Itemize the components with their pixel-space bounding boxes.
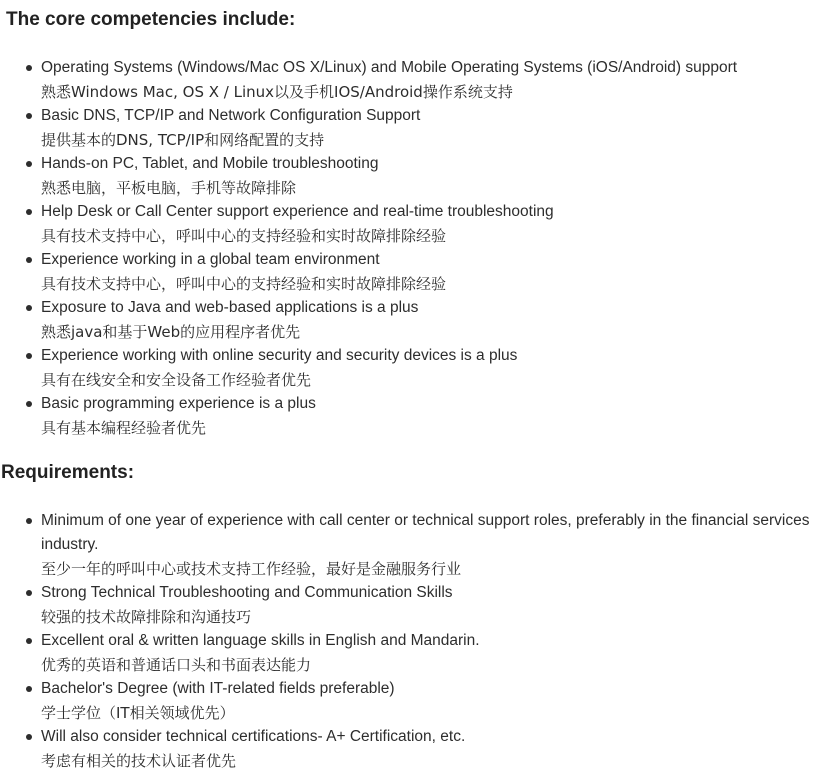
list-item xyxy=(0,581,815,629)
list-item xyxy=(0,200,815,248)
item-english-text: Operating Systems (Windows/Mac OS X/Linux) and Mobile Operating Systems (iOS/Android) support xyxy=(41,59,738,76)
list-item xyxy=(0,104,815,152)
item-chinese-text: 具有技术支持中心，呼叫中心的支持经验和实时故障排除经验 xyxy=(41,275,447,293)
list-item xyxy=(0,344,815,392)
item-chinese-text: 具有基本编程经验者优先 xyxy=(41,419,207,437)
requirements-heading: Requirements: xyxy=(1,462,135,483)
item-chinese-text: 熟悉电脑，平板电脑，手机等故障排除 xyxy=(41,179,297,197)
list-item xyxy=(0,392,815,440)
item-english-text: Minimum of one year of experience with call center or technical support roles, preferably in the financial services industry. xyxy=(41,512,810,553)
item-english-text: Excellent oral & written language skills in English and Mandarin. xyxy=(41,632,480,649)
list-item xyxy=(0,677,815,725)
item-chinese-text: 熟悉Windows Mac, OS X / Linux以及手机IOS/Android操作系统支持 xyxy=(41,83,513,101)
item-chinese-text: 优秀的英语和普通话口头和书面表达能力 xyxy=(41,656,312,674)
list-item xyxy=(0,56,815,104)
list-item xyxy=(0,296,815,344)
item-english-text: Hands-on PC, Tablet, and Mobile troubleshooting xyxy=(41,155,379,172)
item-english-text: Help Desk or Call Center support experience and real-time troubleshooting xyxy=(41,203,554,220)
list-item xyxy=(0,725,815,773)
item-chinese-text: 至少一年的呼叫中心或技术支持工作经验，最好是金融服务行业 xyxy=(41,560,462,578)
item-chinese-text: 较强的技术故障排除和沟通技巧 xyxy=(41,608,252,626)
item-chinese-text: 熟悉java和基于Web的应用程序者优先 xyxy=(41,323,301,341)
item-chinese-text: 考虑有相关的技术认证者优先 xyxy=(41,752,237,770)
item-english-text: Strong Technical Troubleshooting and Communication Skills xyxy=(41,584,453,601)
core-competencies-heading: The core competencies include: xyxy=(6,9,296,30)
list-item xyxy=(0,509,815,581)
item-english-text: Exposure to Java and web-based applications is a plus xyxy=(41,299,419,316)
list-item xyxy=(0,152,815,200)
item-english-text: Basic programming experience is a plus xyxy=(41,395,316,412)
item-english-text: Basic DNS, TCP/IP and Network Configuration Support xyxy=(41,107,421,124)
item-english-text: Experience working in a global team environment xyxy=(41,251,380,268)
requirements-list xyxy=(0,509,815,773)
item-english-text: Bachelor's Degree (with IT-related fields preferable) xyxy=(41,680,395,697)
list-item xyxy=(0,248,815,296)
item-chinese-text: 具有技术支持中心，呼叫中心的支持经验和实时故障排除经验 xyxy=(41,227,447,245)
item-chinese-text: 提供基本的DNS, TCP/IP和网络配置的支持 xyxy=(41,131,325,149)
item-chinese-text: 具有在线安全和安全设备工作经验者优先 xyxy=(41,371,312,389)
item-english-text: Experience working with online security and security devices is a plus xyxy=(41,347,518,364)
list-item xyxy=(0,629,815,677)
item-chinese-text: 学士学位（IT相关领域优先） xyxy=(41,704,235,722)
item-english-text: Will also consider technical certifications- A+ Certification, etc. xyxy=(41,728,466,745)
core-competencies-list xyxy=(0,56,815,440)
